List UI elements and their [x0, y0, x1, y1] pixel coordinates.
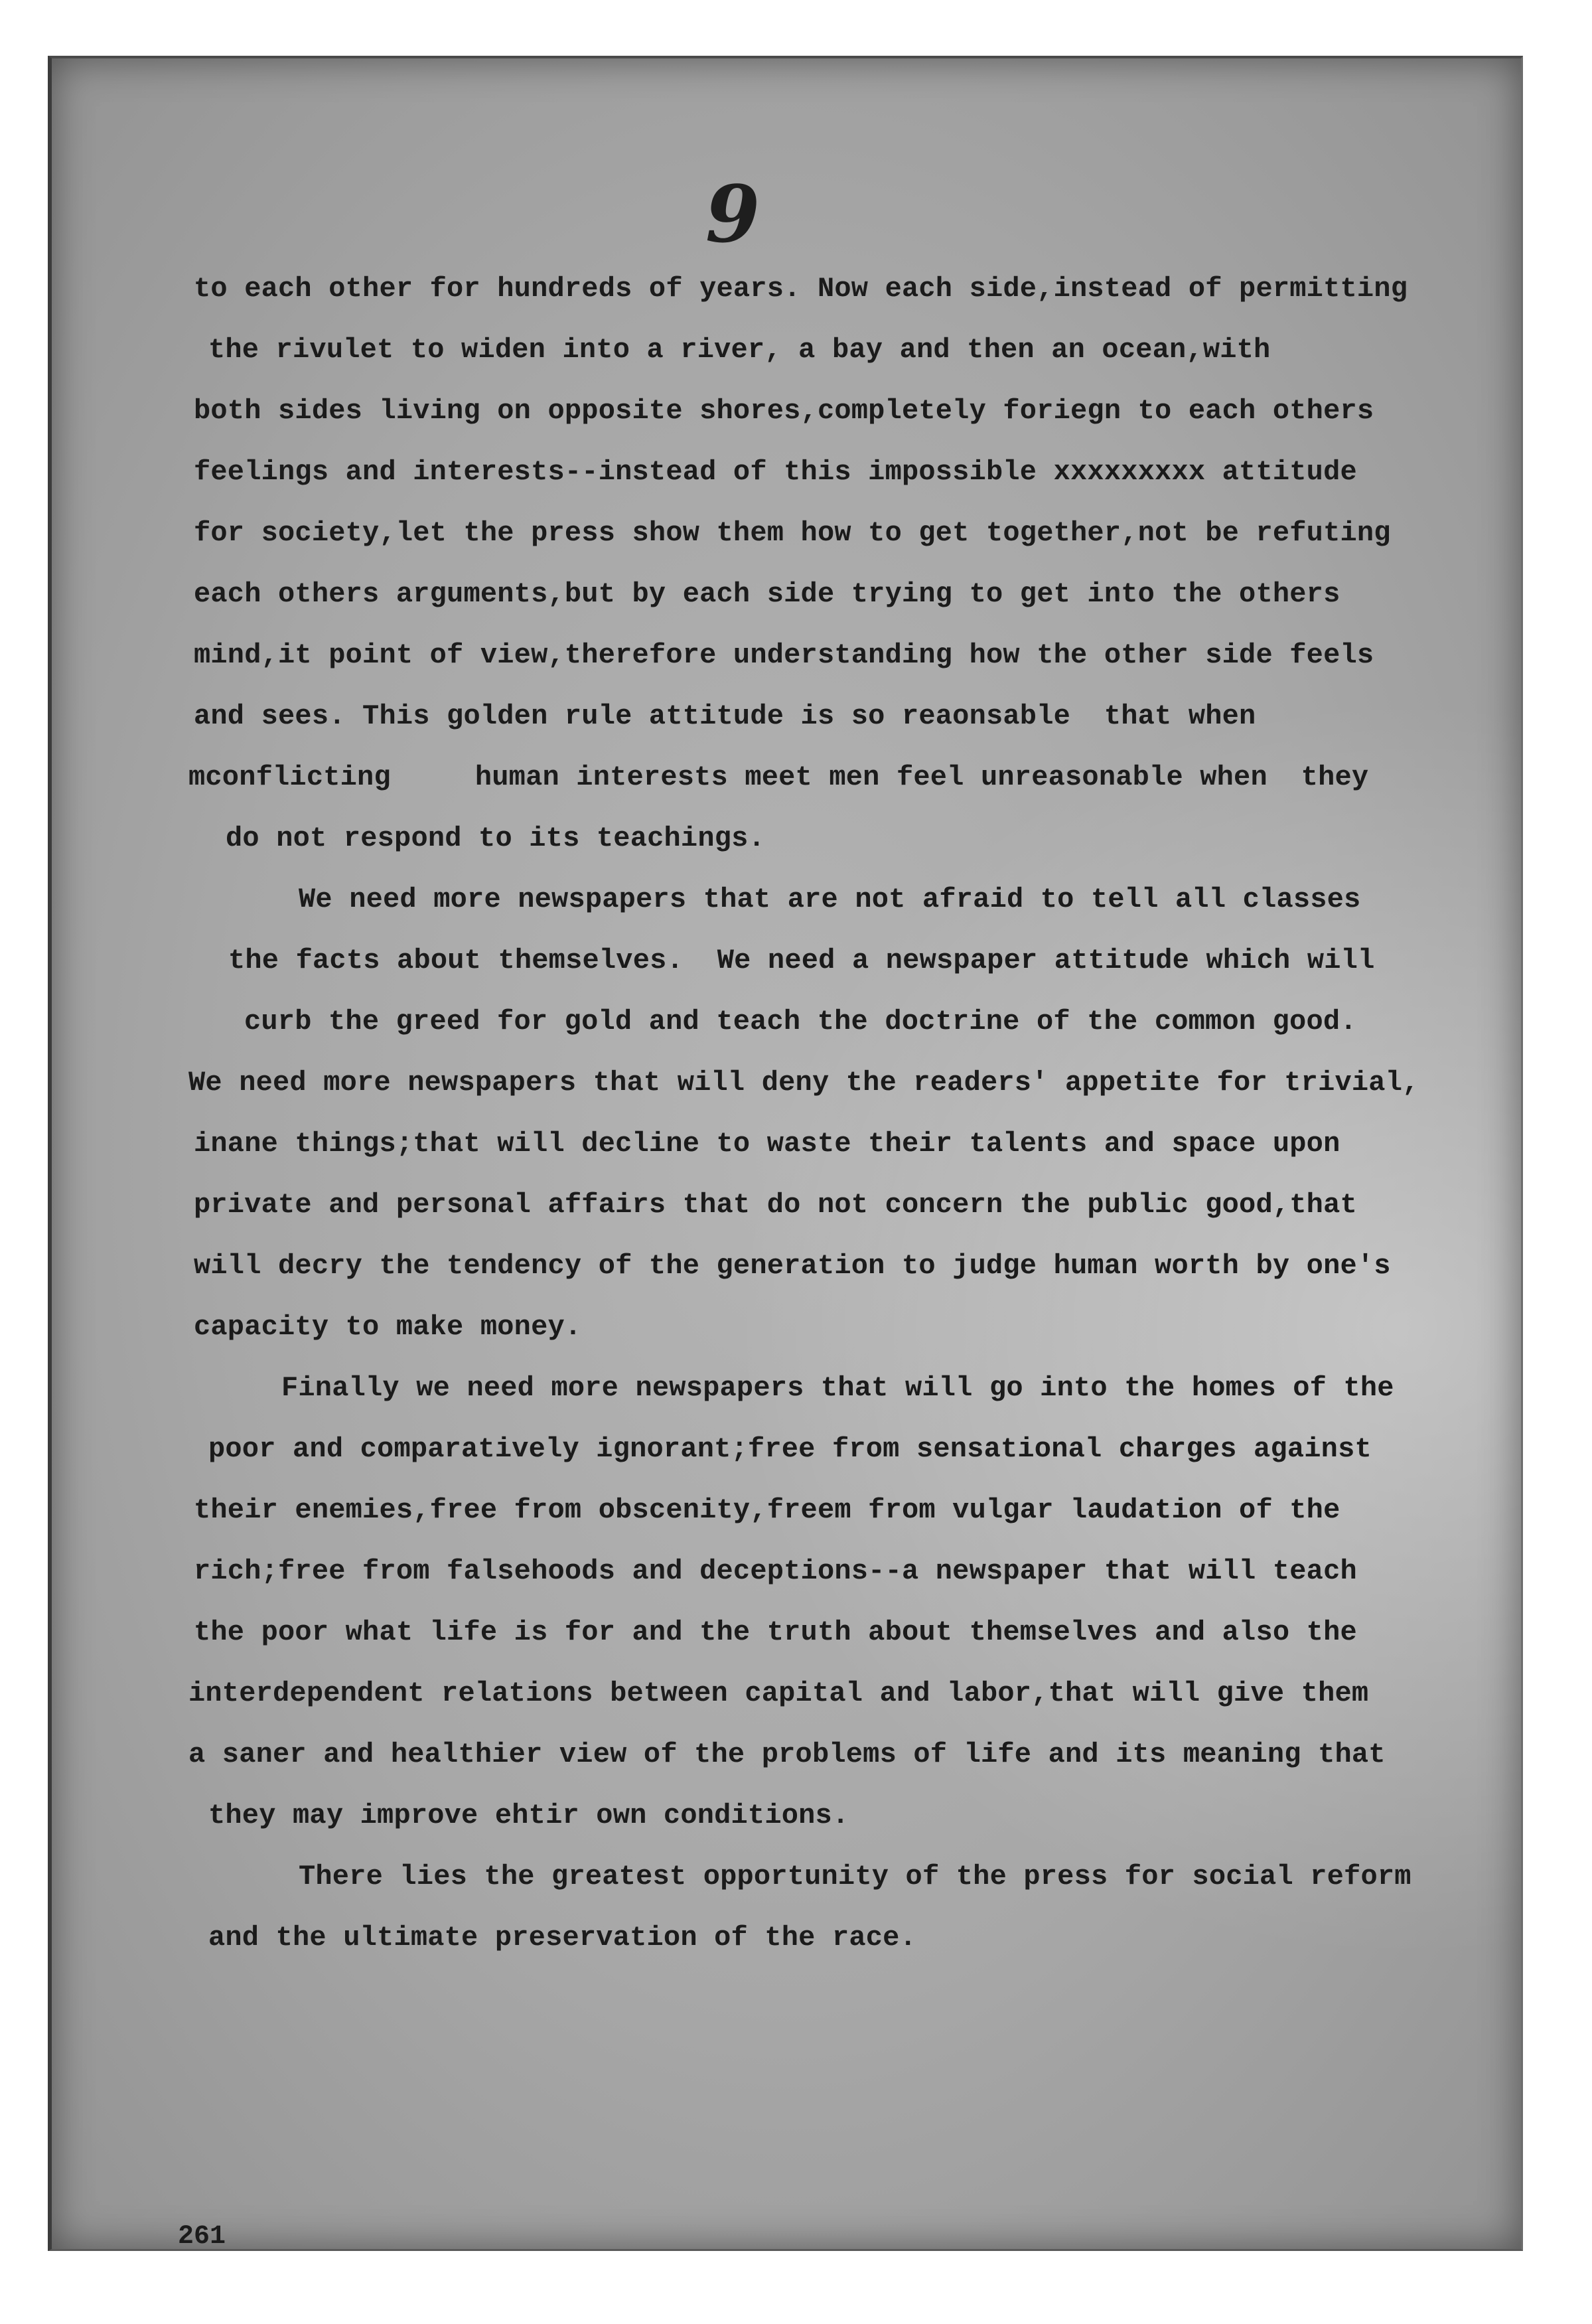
text-line: There lies the greatest opportunity of the press for social reform — [299, 1861, 1411, 1893]
text-line: the poor what life is for and the truth about themselves and also the — [194, 1616, 1357, 1648]
text-line: rich;free from falsehoods and deceptions--a newspaper that will teach — [194, 1555, 1357, 1587]
text-line: capacity to make money. — [194, 1311, 582, 1343]
text-line: both sides living on opposite shores,completely foriegn to each others — [194, 395, 1374, 427]
text-line: for society,let the press show them how to get together,not be refuting — [194, 517, 1391, 549]
text-line: We need more newspapers that will deny the readers' appetite for trivial, — [188, 1067, 1419, 1099]
text-line: a saner and healthier view of the problems of life and its meaning that — [188, 1739, 1386, 1770]
text-line: feelings and interests--instead of this impossible xxxxxxxxx attitude — [194, 456, 1357, 488]
text-line: do not respond to its teachings. — [226, 822, 765, 854]
text-line: inane things;that will decline to waste their talents and space upon — [194, 1128, 1340, 1160]
text-line: will decry the tendency of the generation to judge human worth by one's — [194, 1250, 1391, 1282]
text-line: their enemies,free from obscenity,freem from vulgar laudation of the — [194, 1494, 1340, 1526]
text-line: the facts about themselves. We need a newspaper attitude which will — [228, 945, 1375, 976]
text-line: private and personal affairs that do not concern the public good,that — [194, 1189, 1357, 1221]
text-line: interdependent relations between capital and labor,that will give them — [188, 1677, 1369, 1709]
text-line: and the ultimate preservation of the race. — [208, 1922, 916, 1954]
page-number: 261 — [178, 2222, 226, 2252]
text-line: Finally we need more newspapers that will go into the homes of the — [281, 1372, 1394, 1404]
text-line: We need more newspapers that are not afraid to tell all classes — [299, 884, 1361, 915]
text-line: poor and comparatively ignorant;free from sensational charges against — [208, 1433, 1372, 1465]
text-line: they may improve ehtir own conditions. — [208, 1800, 849, 1831]
text-line: to each other for hundreds of years. Now each side,instead of permitting — [194, 273, 1408, 305]
text-line: each others arguments,but by each side trying to get into the others — [194, 578, 1340, 610]
document-page — [48, 56, 1523, 2251]
text-line: mind,it point of view,therefore understanding how the other side feels — [194, 639, 1374, 671]
text-line: the rivulet to widen into a river, a bay and then an ocean,with — [208, 334, 1271, 366]
text-line: and sees. This golden rule attitude is so reaonsable that when — [194, 700, 1256, 732]
text-line: curb the greed for gold and teach the doctrine of the common good. — [244, 1006, 1357, 1038]
text-line: mconflicting human interests meet men feel unreasonable when they — [188, 761, 1369, 793]
folio-mark: 9 — [705, 168, 760, 260]
